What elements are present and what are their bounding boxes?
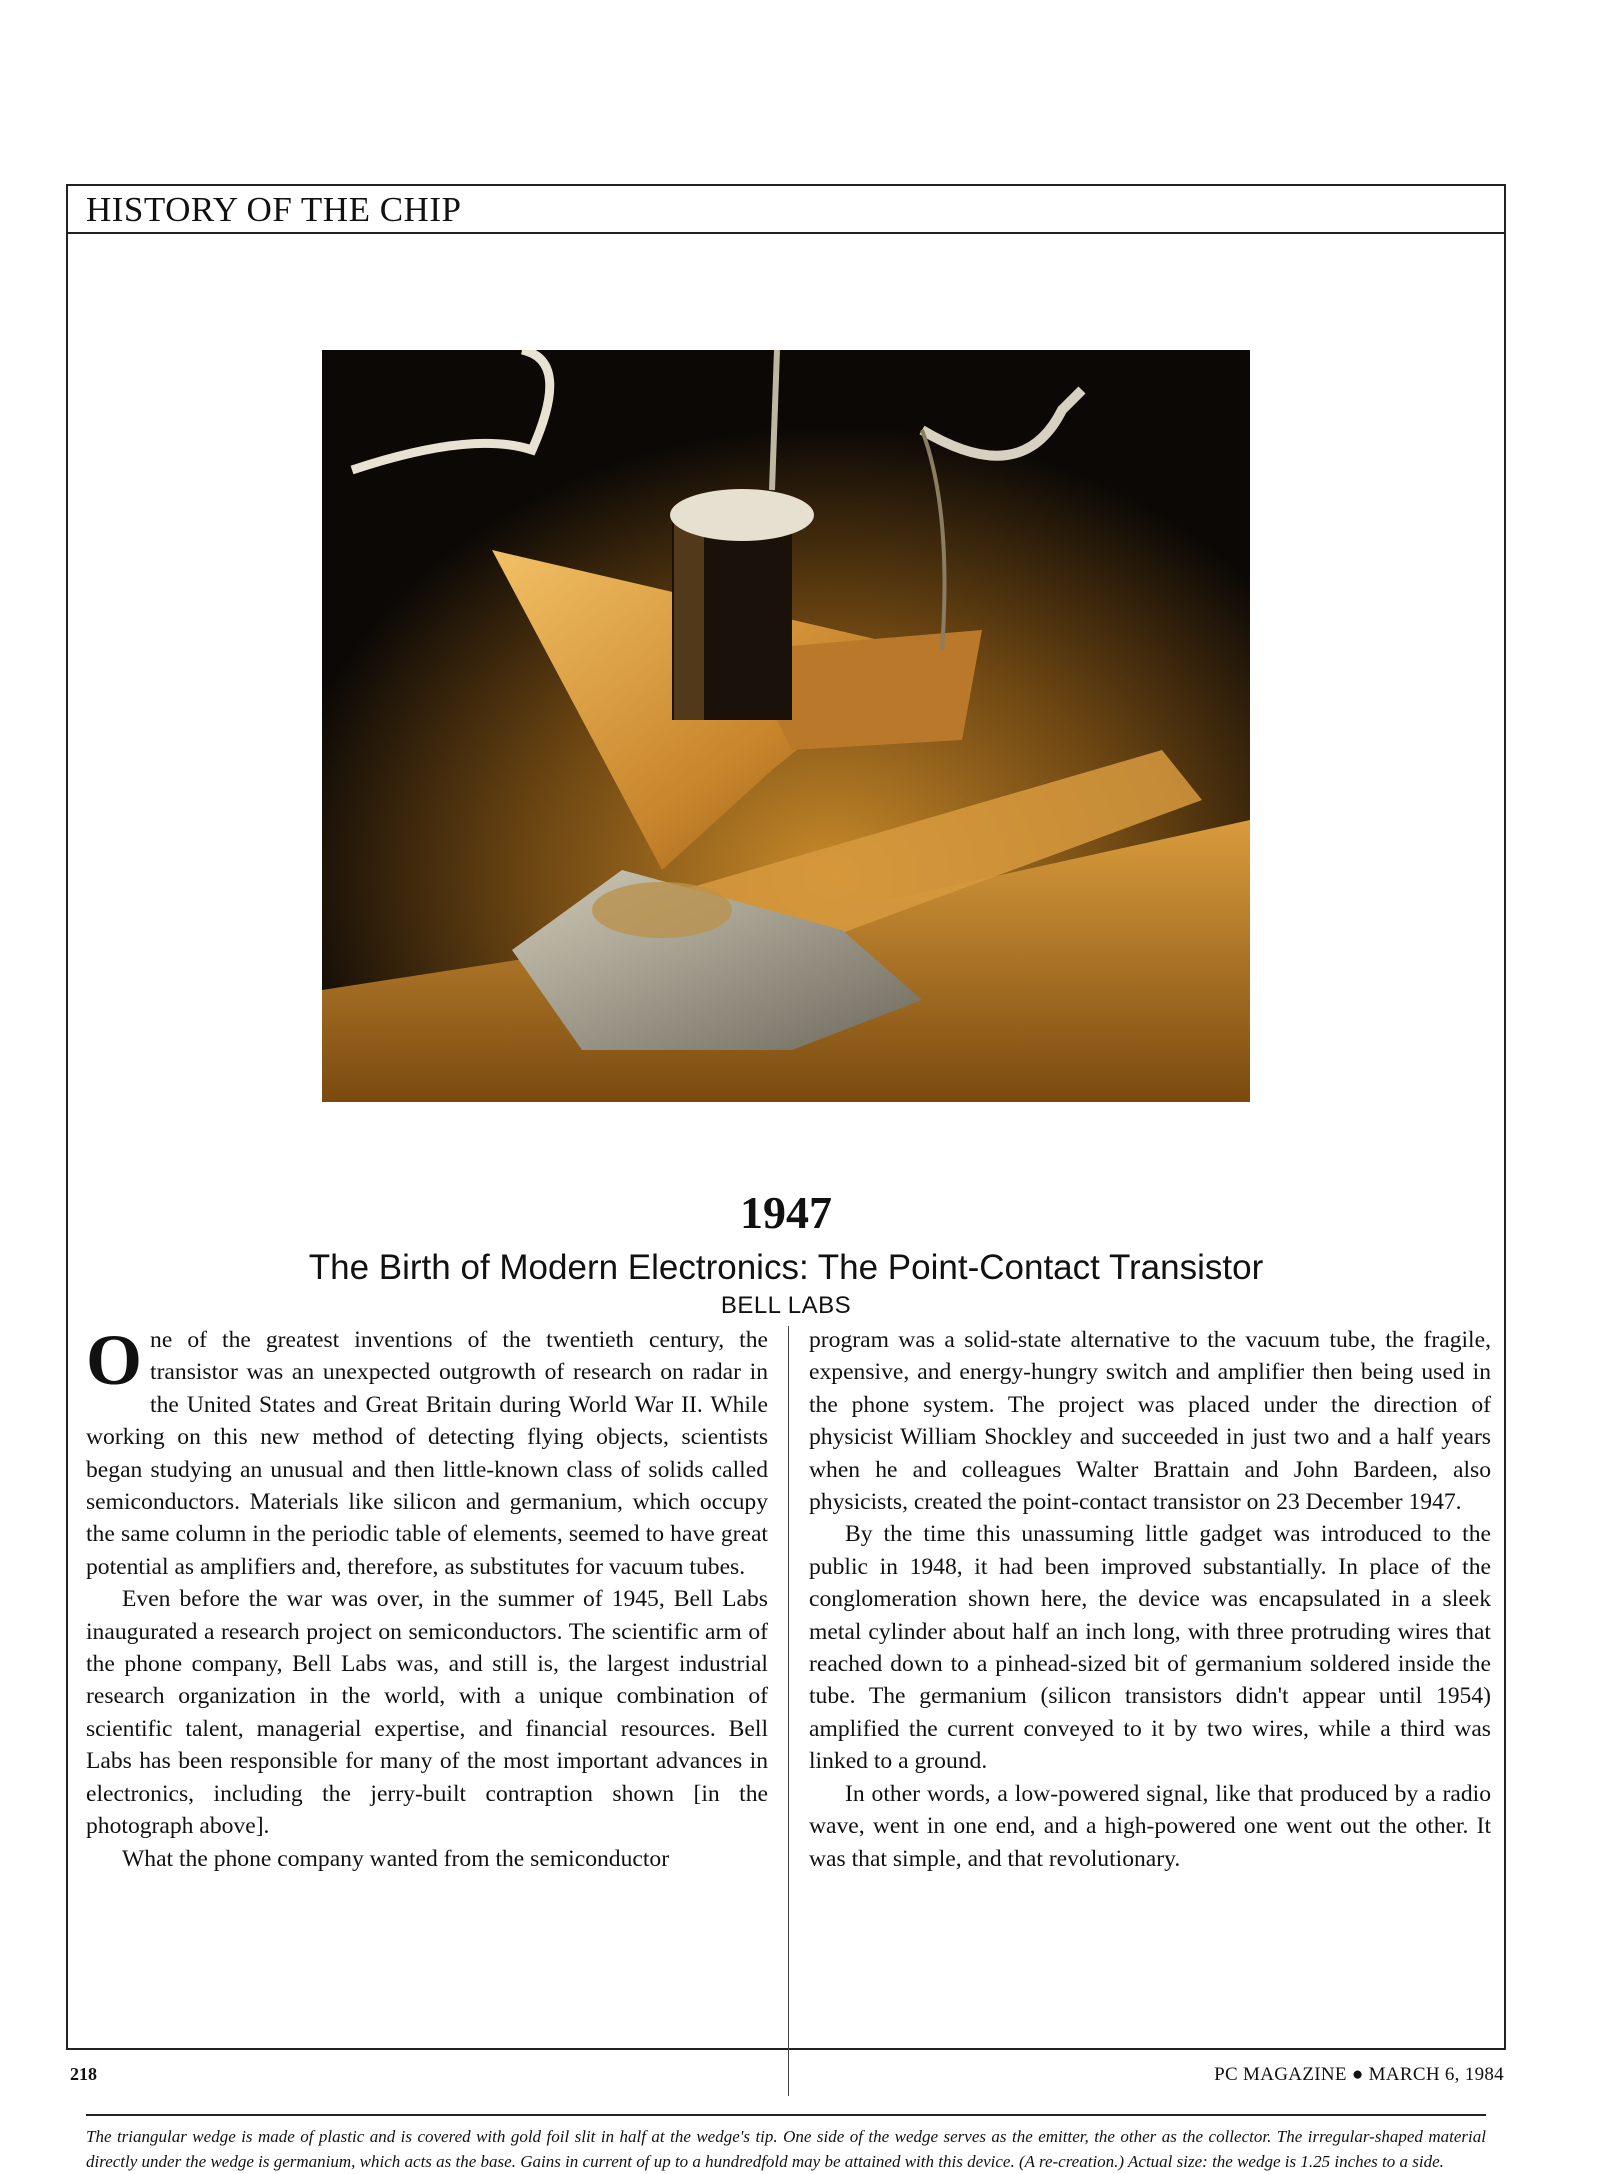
article-organization: BELL LABS: [720, 1292, 852, 1319]
left-paragraph-3: What the phone company wanted from the semiconductor: [122, 1845, 670, 1872]
right-paragraph-3: In other words, a low-powered signal, like that produced by a radio wave, went in one end, and a high-powered one went out the other. It was that simple, and that revolutionary.: [809, 1780, 1491, 1872]
publication-footer: PC MAGAZINE ● MARCH 6, 1984: [1214, 2064, 1504, 2085]
photo-caption: The triangular wedge is made of plastic and is covered with gold foil slit in half at the wedge's tip. One side of the wedge serves as the emitter, the other as the collector. The irregular-shaped material directly under the wedge is germanium, which acts as the base. Gains in current of up to a hundredfold may be attained with this device. (A re-creation.) Actual size: the wedge is 1.25 inches to a side.: [86, 2127, 1486, 2171]
right-paragraph-1: program was a solid-state alternative to the vacuum tube, the fragile, expensive, and energy-hungry switch and amplifier then being used in the phone system. The project was placed under the direction of physicist William Shockley and succeeded in just two and a half years when he and colleagues Walter Brattain and John Bardeen, also physicists, created the point-contact transistor on 23 December 1947.: [809, 1327, 1491, 1516]
section-header: HISTORY OF THE CHIP: [68, 186, 1504, 234]
transistor-photo: [322, 350, 1250, 1102]
right-paragraph-2: By the time this unassuming little gadget was introduced to the public in 1948, it had been improved substantially. In place of the conglomeration shown here, the device was encapsulated in a sleek metal cylinder about half an inch long, with three protruding wires that reached down to a pinhead-sized bit of germanium soldered inside the tube. The germanium (silicon transistors didn't appear until 1954) amplified the current conveyed to it by two wires, while a third was linked to a ground.: [809, 1521, 1491, 1775]
left-column: [86, 1320, 768, 1875]
left-paragraph-2: Even before the war was over, in the summer of 1945, Bell Labs inaugurated a research project on semiconductors. The scientific arm of the phone company, Bell Labs was, and still is, the largest industrial research organization in the world, with a unique combination of scientific talent, managerial expertise, and financial resources. Bell Labs has been responsible for many of the most important advances in electronics, including the jerry-built contraption shown [in the photograph above].: [86, 1586, 768, 1840]
drop-cap: O: [86, 1320, 143, 1400]
article-subtitle: The Birth of Modern Electronics: The Point-Contact Transistor: [308, 1248, 1264, 1287]
left-paragraph-1: [86, 1320, 768, 1583]
caption-divider: [86, 2114, 1486, 2116]
transistor-photo-illustration: [322, 350, 1250, 1102]
column-divider: [788, 1326, 789, 2096]
article-year: 1947: [740, 1187, 832, 1238]
left-paragraph-1-text: ne of the greatest inventions of the twentieth century, the transistor was an unexpected outgrowth of research on radar in the United States and Great Britain during World War II. While working on this new method of detecting flying objects, scientists began studying an unusual and then little-known class of solids called semiconductors. Materials like silicon and germanium, which occupy the same column in the periodic table of elements, seemed to have great potential as amplifiers and, therefore, as substitutes for vacuum tubes.: [86, 1327, 768, 1580]
page-number: 218: [70, 2064, 97, 2084]
right-column: [809, 1324, 1491, 1875]
